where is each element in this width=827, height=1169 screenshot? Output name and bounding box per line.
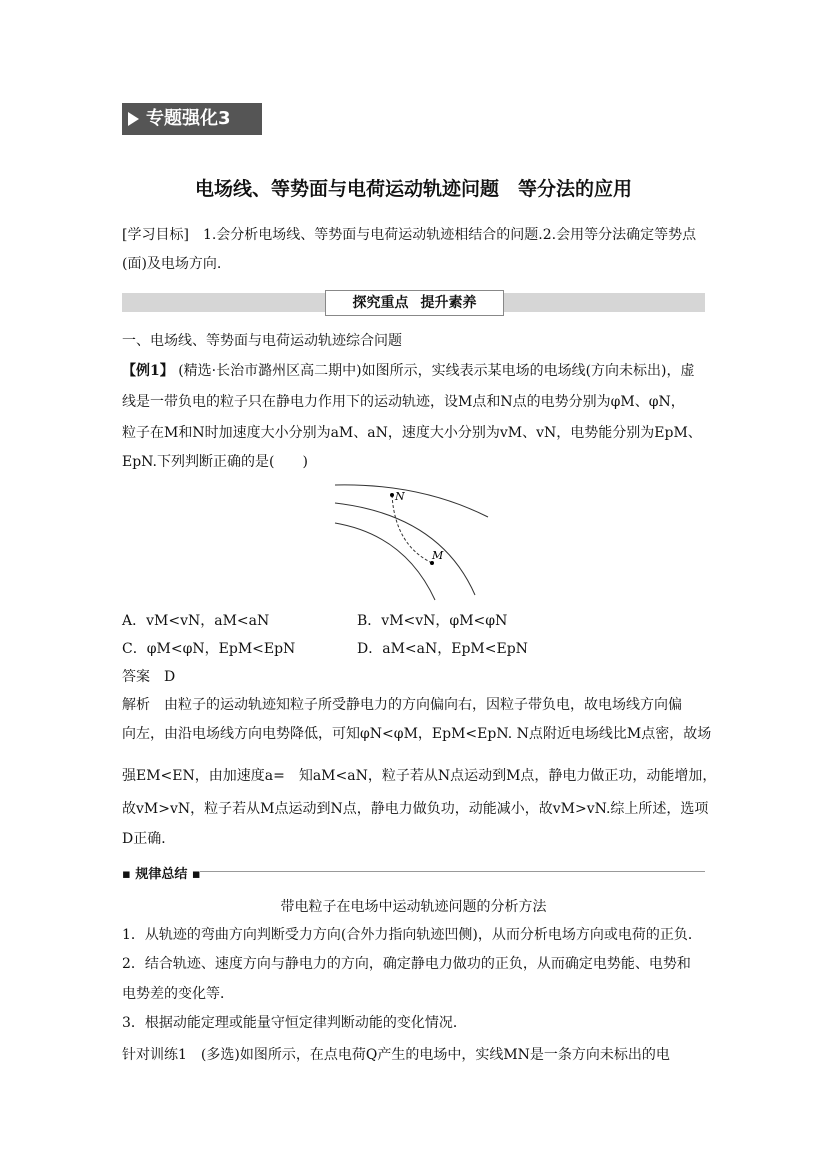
summary-item-1: 1．从轨迹的弯曲方向判断受力方向(合外力指向轨迹凹侧)，从而分析电场方向或电荷的正负． (122, 927, 702, 943)
field-line-2 (335, 503, 475, 595)
objectives-line-2: (面)及电场方向. (122, 256, 222, 272)
training-line (122, 1046, 670, 1064)
analysis-line-1 (122, 696, 682, 714)
label-n: N (395, 490, 405, 503)
answer-value: D (164, 669, 176, 685)
objectives-line-1 (122, 226, 696, 244)
example-line-3: 粒子在M和N时加速度大小分别为aM、aN，速度大小分别为vM、vN，电势能分别为EpM、 (122, 425, 702, 441)
analysis-label: 解析 (122, 697, 150, 713)
training-label: 针对训练1 (122, 1047, 187, 1063)
answer-label: 答案 (122, 669, 150, 685)
field-line-1 (335, 485, 488, 517)
section-band-title (325, 290, 504, 316)
badge-text: 专题强化3 (146, 108, 231, 129)
summary-label: ▪ 规律总结 ▪ (122, 867, 201, 882)
trajectory (392, 495, 432, 563)
option-a: A．vM<vN，aM<aN (122, 613, 270, 629)
analysis-line-4: 故vM>vN，粒子若从M点运动到N点，静电力做负功，动能减小，故vM>vN.综上所述，选项 (122, 801, 709, 817)
analysis-line-3: 强EM<EN，由加速度a= 知aM<aN，粒子若从N点运动到M点，静电力做正功，动能增加， (122, 768, 717, 784)
summary-divider (200, 871, 705, 872)
summary-label-text: 规律总结 (135, 867, 188, 882)
option-d: D．aM<aN，EpM<EpN (357, 641, 528, 657)
option-c: C．φM<φN，EpM<EpN (122, 641, 296, 657)
analysis-line-2: 向左，由沿电场线方向电势降低，可知φN<φM，EpM<EpN. N点附近电场线比M点密，故场 (122, 726, 712, 742)
summary-item-2: 2．结合轨迹、速度方向与静电力的方向，确定静电力做功的正负，从而确定电势能、电势和 (122, 956, 691, 972)
field-line-3 (335, 523, 435, 600)
section-heading: 一、电场线、等势面与电荷运动轨迹综合问题 (122, 333, 402, 349)
answer (122, 668, 175, 686)
example-label: 【例1】 (122, 363, 174, 379)
objectives-label: [学习目标] (122, 227, 189, 243)
analysis-line-5: D正确． (122, 831, 176, 847)
topic-badge (122, 103, 262, 135)
example-line-1 (122, 362, 695, 380)
summary-title: 带电粒子在电场中运动轨迹问题的分析方法 (280, 899, 547, 915)
example-line-2: 线是一带负电的粒子只在静电力作用下的运动轨迹，设M点和N点的电势分别为φM、φN， (122, 394, 685, 410)
band-left: 探究重点 (352, 295, 409, 311)
analysis-text: 由粒子的运动轨迹知粒子所受静电力的方向偏向右，因粒子带负电，故电场线方向偏 (164, 697, 682, 713)
option-b: B．vM<vN，φM<φN (357, 613, 508, 629)
training-text: (多选)如图所示，在点电荷Q产生的电场中，实线MN是一条方向未标出的电 (200, 1047, 670, 1063)
example-line-4: EpN.下列判断正确的是( ) (122, 454, 308, 470)
example-text: (精选·长治市潞州区高二期中)如图所示，实线表示某电场的电场线(方向未标出)，虚 (178, 363, 695, 379)
play-triangle-icon (128, 112, 139, 126)
page-title: 电场线、等势面与电荷运动轨迹问题 等分法的应用 (194, 178, 632, 200)
summary-item-2-cont: 电势差的变化等． (122, 986, 234, 1002)
summary-item-3: 3．根据动能定理或能量守恒定律判断动能的变化情况． (122, 1015, 467, 1031)
label-m: M (432, 549, 444, 562)
field-line-figure (330, 475, 500, 609)
objectives-text: 1.会分析电场线、等势面与电荷运动轨迹相结合的问题.2.会用等分法确定等势点 (202, 227, 697, 243)
band-right: 提升素养 (420, 295, 477, 311)
